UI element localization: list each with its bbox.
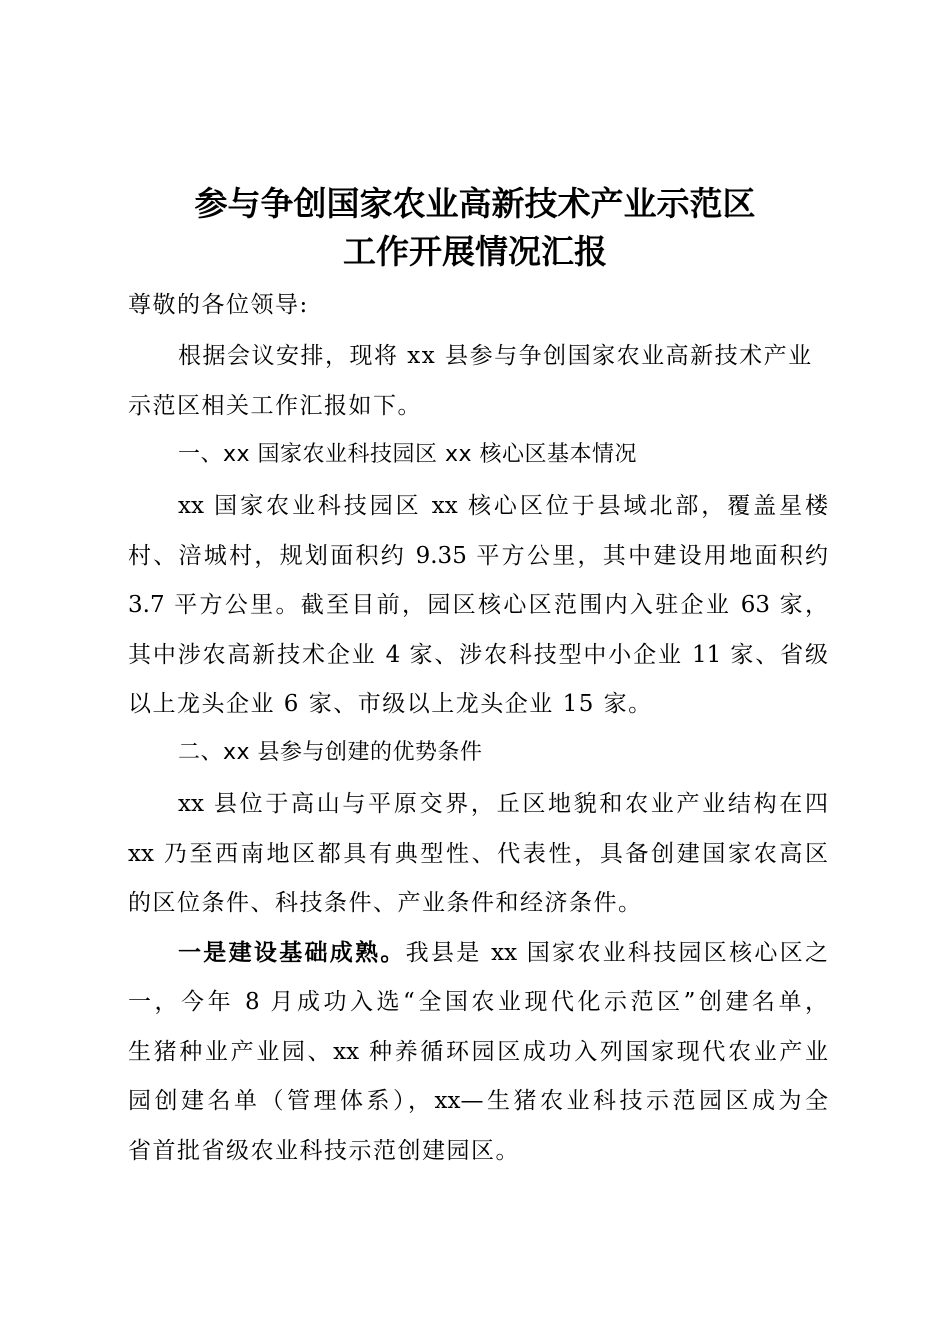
paragraph-line: xx 乃至西南地区都具有典型性、代表性，具备创建国家农高区 (128, 841, 828, 867)
salutation: 尊敬的各位领导: (128, 292, 309, 318)
intro-line: 示范区相关工作汇报如下。 (128, 393, 422, 419)
document-title-line-1: 参与争创国家农业高新技术产业示范区 (194, 184, 756, 223)
paragraph-line (178, 938, 828, 968)
section-2-heading: 二、xx 县参与创建的优势条件 (178, 740, 483, 765)
paragraph-line: xx 县位于高山与平原交界，丘区地貌和农业产业结构在四 (178, 791, 828, 817)
paragraph-line: 省首批省级农业科技示范创建园区。 (128, 1138, 520, 1164)
bold-lead-phrase: 一是建设基础成熟。 (178, 939, 406, 966)
paragraph-line: 村、涪城村，规划面积约 9.35 平方公里，其中建设用地面积约 (128, 543, 828, 569)
paragraph-text: 我县是 xx 国家农业科技园区核心区之 (405, 940, 828, 966)
intro-line: 根据会议安排，现将 xx 县参与争创国家农业高新技术产业 (178, 343, 813, 369)
paragraph-line: 3.7 平方公里。截至目前，园区核心区范围内入驻企业 63 家， (128, 592, 828, 618)
paragraph-line: 生猪种业产业园、xx 种养循环园区成功入列国家现代农业产业 (128, 1039, 828, 1065)
paragraph-line: xx 国家农业科技园区 xx 核心区位于县域北部，覆盖星楼 (178, 493, 828, 519)
paragraph-line: 园创建名单（管理体系），xx—生猪农业科技示范园区成为全 (128, 1088, 828, 1114)
document-title-line-2: 工作开展情况汇报 (343, 232, 607, 271)
paragraph-line: 一，今年 8 月成功入选“全国农业现代化示范区”创建名单， (128, 989, 828, 1015)
paragraph-line: 其中涉农高新技术企业 4 家、涉农科技型中小企业 11 家、省级 (128, 642, 828, 668)
paragraph-line: 以上龙头企业 6 家、市级以上龙头企业 15 家。 (128, 691, 653, 717)
paragraph-line: 的区位条件、科技条件、产业条件和经济条件。 (128, 890, 643, 916)
section-1-heading: 一、xx 国家农业科技园区 xx 核心区基本情况 (178, 442, 638, 467)
